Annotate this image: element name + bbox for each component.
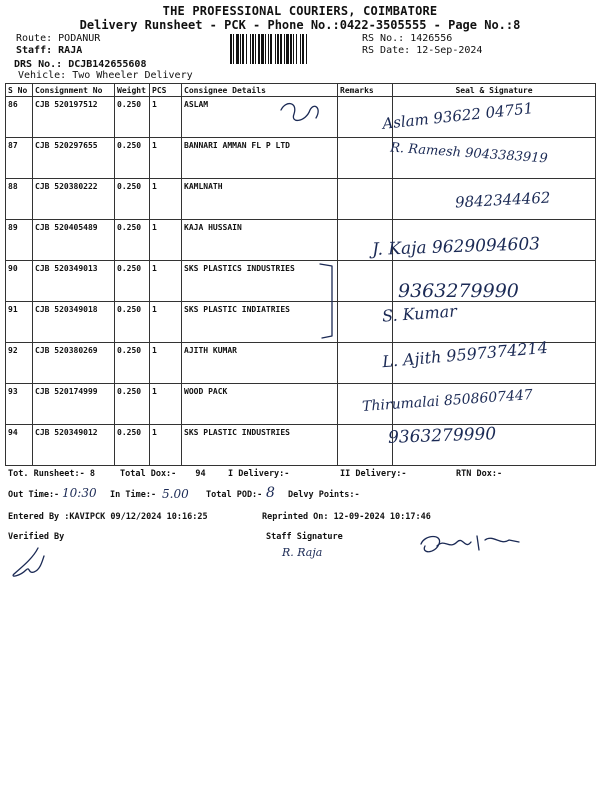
signature-row-94: 9363279990: [387, 424, 497, 448]
row-pcs: 1: [150, 384, 182, 425]
col-header-remarks: Remarks: [338, 84, 393, 97]
route-label: Route:: [16, 33, 53, 44]
in-time-value: 5.00: [162, 487, 189, 501]
staff-signature-name: R. Raja: [282, 546, 323, 559]
tot-runsheet-label: Tot. Runsheet:-: [8, 469, 85, 479]
out-time-label: Out Time:-: [8, 490, 60, 500]
row-consignee: AJITH KUMAR: [182, 343, 338, 384]
row-weight: 0.250: [115, 179, 150, 220]
tot-dox-label: Total Dox:-: [120, 469, 177, 479]
row-sno: 89: [6, 220, 33, 261]
col-header-weight: Weight: [115, 84, 150, 97]
row-consignee: SKS PLASTIC INDUSTRIES: [182, 425, 338, 466]
table-header-row: [6, 84, 596, 97]
row-consignment: CJB 520380269: [33, 343, 115, 384]
col-header-consignment: Consignment No: [33, 84, 115, 97]
col-header-sno: S No: [6, 84, 33, 97]
vehicle-value: Two Wheeler Delivery: [72, 70, 193, 81]
row-remarks: [338, 138, 393, 179]
row-consignee: BANNARI AMMAN FL P LTD: [182, 138, 338, 179]
in-time-label: In Time:-: [110, 490, 157, 500]
row-remarks: [338, 261, 393, 302]
rs-no-value: 1426556: [410, 33, 453, 44]
col-header-consignee: Consignee Details: [182, 84, 338, 97]
staff-line: [16, 45, 82, 56]
barcode: [230, 34, 352, 64]
tot-runsheet-value: 8: [89, 469, 96, 479]
row-sno: 92: [6, 343, 33, 384]
signature-row-89: J. Kaja 9629094603: [371, 234, 541, 260]
verified-by-label: Verified By: [8, 532, 65, 542]
row-weight: 0.250: [115, 220, 150, 261]
rs-no-label: RS No.:: [362, 33, 405, 44]
route-value: PODANUR: [58, 33, 101, 44]
row-weight: 0.250: [115, 302, 150, 343]
row-consignment: CJB 520380222: [33, 179, 115, 220]
row-consignee: SKS PLASTICS INDUSTRIES: [182, 261, 338, 302]
signature-row-87: R. Ramesh 9043383919: [389, 140, 549, 167]
row-consignee: WOOD PACK: [182, 384, 338, 425]
row-pcs: 1: [150, 220, 182, 261]
row-consignment: CJB 520405489: [33, 220, 115, 261]
row-pcs: 1: [150, 179, 182, 220]
col-header-pcs: PCS: [150, 84, 182, 97]
out-time-value: 10:30: [62, 486, 97, 500]
row-weight: 0.250: [115, 425, 150, 466]
row-pcs: 1: [150, 97, 182, 138]
row-sno: 88: [6, 179, 33, 220]
row-weight: 0.250: [115, 343, 150, 384]
row-sno: 93: [6, 384, 33, 425]
row-consignment: CJB 520349012: [33, 425, 115, 466]
row-pcs: 1: [150, 425, 182, 466]
scribble-mark: [276, 98, 326, 126]
row-consignment: CJB 520349013: [33, 261, 115, 302]
staff-signature-label: Staff Signature: [266, 532, 343, 542]
entered-by: Entered By :KAVIPCK 09/12/2024 10:16:25: [8, 512, 208, 522]
row-consignment: CJB 520349018: [33, 302, 115, 343]
verified-signature: [8, 540, 58, 580]
row-pcs: 1: [150, 138, 182, 179]
row-consignee: SKS PLASTIC INDIATRIES: [182, 302, 338, 343]
table-row: [6, 425, 596, 466]
tot-dox-value: 94: [195, 469, 206, 479]
row-sno: 94: [6, 425, 33, 466]
signature-row-88: 9842344462: [454, 188, 551, 212]
row-remarks: [338, 179, 393, 220]
rs-date-label: RS Date:: [362, 45, 411, 56]
total-pod-label: Total POD:-: [206, 490, 263, 500]
col-header-signature: Seal & Signature: [393, 84, 596, 97]
row-weight: 0.250: [115, 97, 150, 138]
row-weight: 0.250: [115, 261, 150, 302]
row-sno: 86: [6, 97, 33, 138]
staff-value: RAJA: [58, 45, 83, 56]
staff-label: Staff:: [16, 45, 53, 56]
totals-line: [8, 469, 95, 479]
runsheet-subtitle: Delivery Runsheet - PCK - Phone No.:0422-3505555 - Page No.:8: [79, 18, 521, 32]
row-sno: 91: [6, 302, 33, 343]
total-dox: [120, 469, 206, 479]
signature-row-93: Thirumalai 8508607447: [361, 387, 534, 415]
row-pcs: 1: [150, 343, 182, 384]
rtn-dox-label: RTN Dox:-: [456, 469, 503, 479]
row-sno: 87: [6, 138, 33, 179]
row-remarks: [338, 425, 393, 466]
runsheet-table: [5, 83, 596, 466]
row-consignee: KAJA HUSSAIN: [182, 220, 338, 261]
signature-row-92: L. Ajith 9597374214: [381, 337, 549, 372]
row-consignment: CJB 520197512: [33, 97, 115, 138]
row-pcs: 1: [150, 261, 182, 302]
total-pod-value: 8: [266, 485, 275, 501]
row-consignment: CJB 520297655: [33, 138, 115, 179]
table-row: [6, 302, 596, 343]
ii-delivery-label: II Delivery:-: [340, 469, 407, 479]
rs-date-value: 12-Sep-2024: [416, 45, 483, 56]
i-delivery-label: I Delivery:-: [228, 469, 290, 479]
drs-value: DCJB142655608: [68, 59, 147, 70]
bracket-mark: [318, 262, 338, 342]
staff-signature-scribble: [415, 528, 525, 560]
row-weight: 0.250: [115, 138, 150, 179]
row-consignee: KAMLNATH: [182, 179, 338, 220]
route-line: [16, 33, 100, 44]
drs-line: [14, 59, 146, 70]
signature-row-86: Aslam 93622 04751: [381, 99, 534, 133]
reprinted-on: Reprinted On: 12-09-2024 10:17:46: [262, 512, 431, 522]
company-title: THE PROFESSIONAL COURIERS, COIMBATORE: [162, 4, 438, 18]
drs-label: DRS No.:: [14, 59, 63, 70]
row-sno: 90: [6, 261, 33, 302]
vehicle-line: [18, 70, 193, 81]
row-pcs: 1: [150, 302, 182, 343]
delvy-points-label: Delvy Points:-: [288, 490, 360, 500]
signature-row-90: 9363279990: [398, 280, 519, 302]
vehicle-label: Vehicle:: [18, 70, 67, 81]
rs-no-line: [362, 33, 452, 44]
row-consignment: CJB 520174999: [33, 384, 115, 425]
row-consignee: ASLAM: [182, 97, 338, 138]
rs-date-line: [362, 45, 482, 56]
row-weight: 0.250: [115, 384, 150, 425]
signature-row-91: S. Kumar: [381, 301, 458, 326]
